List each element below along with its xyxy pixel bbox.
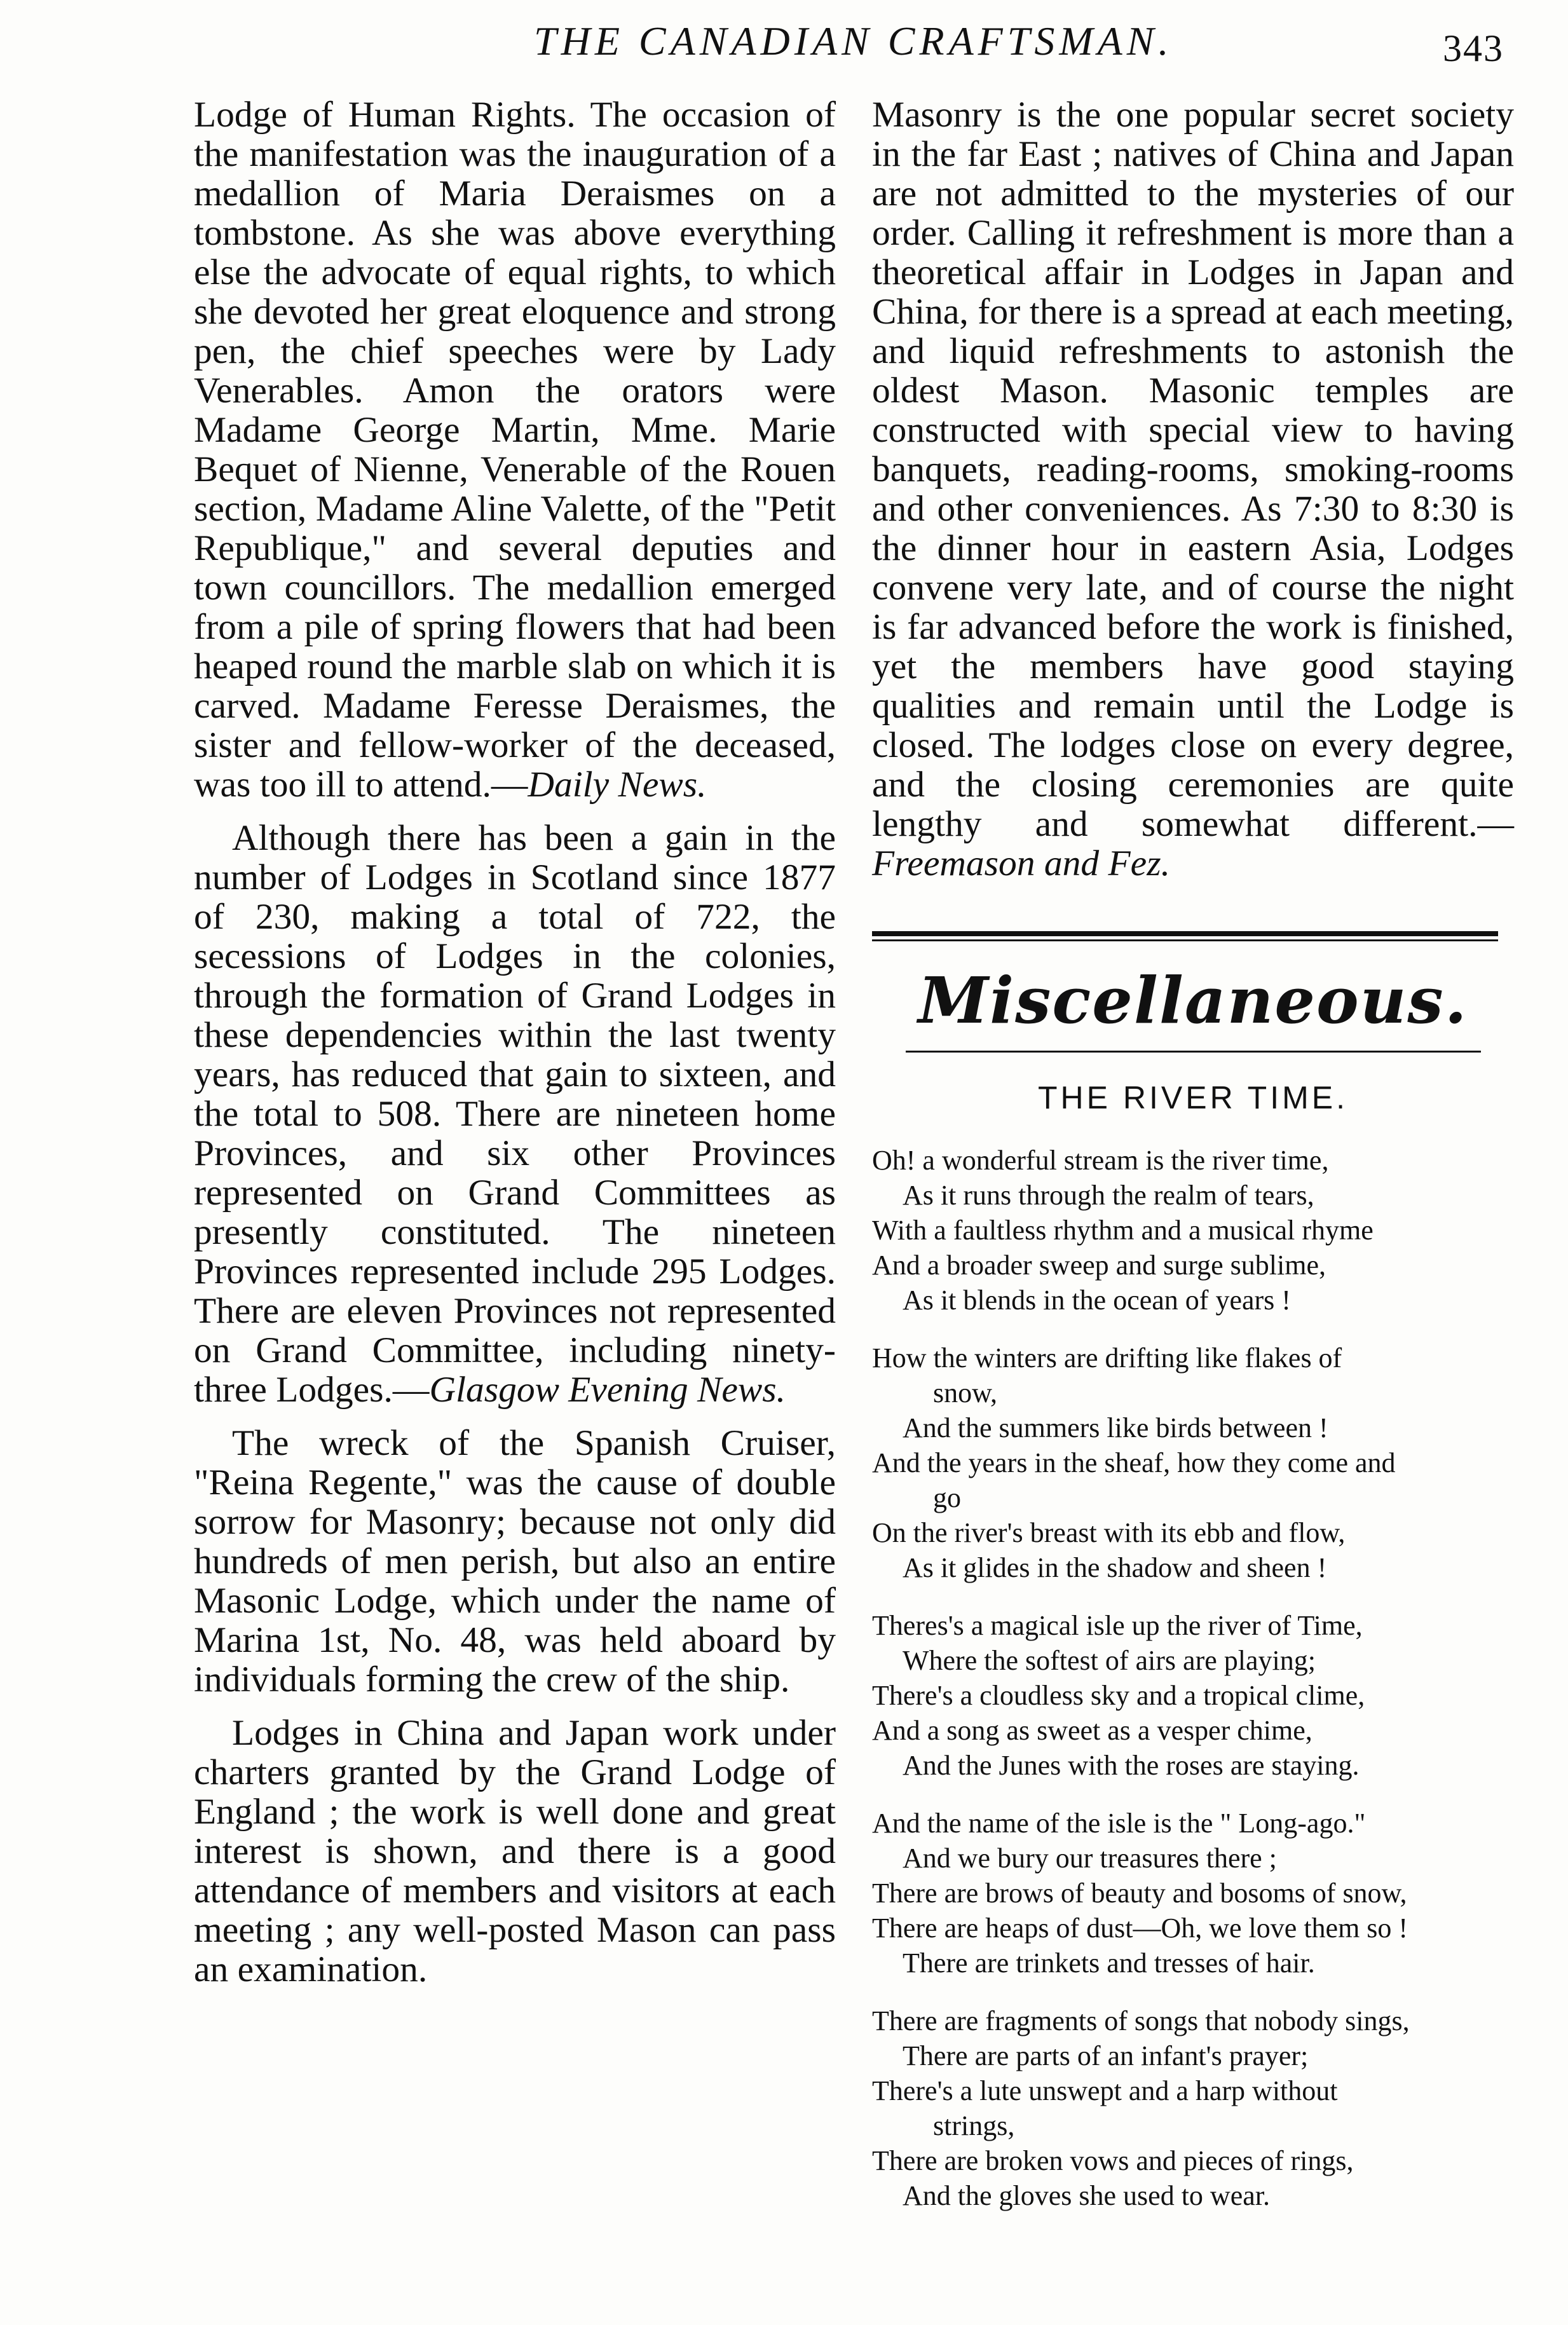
poem-title: THE RIVER TIME. bbox=[1037, 1080, 1348, 1115]
poem-line: There are broken vows and pieces of rings, bbox=[872, 2145, 1354, 2176]
poem-line: As it blends in the ocean of years ! bbox=[903, 1285, 1291, 1316]
left-column bbox=[194, 95, 836, 1989]
poem-stanza bbox=[872, 2003, 1514, 2213]
poem-line: There are parts of an infant's prayer; bbox=[903, 2040, 1309, 2071]
right-column bbox=[872, 95, 1514, 2236]
poem-line: And we bury our treasures there ; bbox=[903, 1843, 1277, 1874]
article-paragraph: Although there has been a gain in the number of Lodges in Scotland since 1877 of 230, making a total of 722, the secessions of Lodges in the colonies, through the formation of Grand Lodges in these dependencies within the last twenty years, has reduced that gain to sixteen, and the total to 508. There are nineteen home Provinces, and six other Provinces represented on Grand Committees as presently constituted. The nineteen Provinces represented include 295 Lodges. There are eleven Provinces not represented on Grand Committee, including ninety-three Lodges.—Glasgow Evening News. bbox=[194, 818, 836, 1410]
article-paragraph: Lodges in China and Japan work under charters granted by the Grand Lodge of England ; the work is well done and great interest is shown, and there is a good attendance of members and visitors at each meeting ; any well-posted Mason can pass an examination. bbox=[194, 1713, 836, 1989]
poem-line: Oh! a wonderful stream is the river time, bbox=[872, 1145, 1329, 1176]
page-number: 343 bbox=[1443, 27, 1504, 69]
section-divider bbox=[872, 931, 1498, 936]
poem-line: There are heaps of dust—Oh, we love them so ! bbox=[872, 1912, 1408, 1944]
poem-stanza bbox=[872, 1143, 1514, 1318]
poem-line: And the years in the sheaf, how they come and bbox=[872, 1447, 1396, 1478]
poem-line: And the name of the isle is the " Long-ago." bbox=[872, 1808, 1366, 1839]
poem-line: go bbox=[933, 1482, 961, 1513]
running-title: THE CANADIAN CRAFTSMAN. bbox=[534, 18, 1173, 64]
poem-line: And a broader sweep and surge sublime, bbox=[872, 1250, 1326, 1281]
poem-line: On the river's breast with its ebb and flow, bbox=[872, 1517, 1346, 1548]
poem-line: There are fragments of songs that nobody sings, bbox=[872, 2005, 1410, 2036]
section-divider-thin bbox=[872, 939, 1498, 941]
article-paragraph: Masonry is the one popular secret society in the far East ; natives of China and Japan are not admitted to the mysteries of our order. Calling it refreshment is more than a theoretical affair in Lodges in Japan and China, for there is a spread at each meeting, and liquid refreshments to astonish the oldest Mason. Masonic temples are constructed with special view to having banquets, reading-rooms, smoking-rooms and other conveniences. As 7:30 to 8:30 is the dinner hour in eastern Asia, Lodges convene very late, and of course the night is far advanced before the work is finished, yet the members have good staying qualities and remain until the Lodge is closed. The lodges close on every degree, and the closing ceremonies are quite lengthy and somewhat different.—Freemason and Fez. bbox=[872, 95, 1514, 883]
poem-line: With a faultless rhythm and a musical rhyme bbox=[872, 1215, 1374, 1246]
poem-line: As it glides in the shadow and sheen ! bbox=[903, 1552, 1327, 1583]
poem-stanza bbox=[872, 1340, 1514, 1585]
article-paragraph: Lodge of Human Rights. The occasion of the manifestation was the inauguration of a medallion of Maria Deraismes on a tombstone. As she was above everything else the advocate of equal rights, to which she devoted her great eloquence and strong pen, the chief speeches were by Lady Venerables. Amon the orators were Madame George Martin, Mme. Marie Bequet of Nienne, Venerable of the Rouen section, Madame Aline Valette, of the "Petit Republique," and several deputies and town councillors. The medallion emerged from a pile of spring flowers that had been heaped round the marble slab on which it is carved. Madame Feresse Deraismes, the sister and fellow-worker of the deceased, was too ill to attend.—Daily News. bbox=[194, 95, 836, 805]
poem-line: As it runs through the realm of tears, bbox=[903, 1180, 1314, 1211]
poem-stanza bbox=[872, 1806, 1514, 1981]
poem-line: snow, bbox=[933, 1377, 998, 1408]
poem-line: There's a lute unswept and a harp without bbox=[872, 2075, 1338, 2106]
poem-line: Where the softest of airs are playing; bbox=[903, 1645, 1316, 1676]
source-citation: Glasgow Evening News. bbox=[429, 1370, 786, 1410]
poem-line: How the winters are drifting like flakes of bbox=[872, 1342, 1342, 1374]
poem-line: There are brows of beauty and bosoms of snow, bbox=[872, 1878, 1407, 1909]
poem bbox=[872, 1143, 1514, 2213]
poem-line: There's a cloudless sky and a tropical clime, bbox=[872, 1680, 1365, 1711]
poem-line: strings, bbox=[933, 2110, 1015, 2141]
source-citation: Daily News. bbox=[528, 765, 707, 805]
poem-line: And a song as sweet as a vesper chime, bbox=[872, 1715, 1312, 1746]
source-citation: Freemason and Fez. bbox=[872, 843, 1170, 883]
poem-line: Theres's a magical isle up the river of Time, bbox=[872, 1610, 1363, 1641]
poem-line: And the gloves she used to wear. bbox=[903, 2180, 1270, 2211]
title-underline bbox=[906, 1051, 1481, 1053]
poem-line: And the summers like birds between ! bbox=[903, 1412, 1328, 1443]
section-title: Miscellaneous. bbox=[918, 963, 1468, 1038]
poem-line: There are trinkets and tresses of hair. bbox=[903, 1947, 1315, 1979]
poem-line: And the Junes with the roses are staying. bbox=[903, 1750, 1360, 1781]
page-header bbox=[0, 18, 1568, 75]
poem-stanza bbox=[872, 1608, 1514, 1783]
article-paragraph: The wreck of the Spanish Cruiser, "Reina Regente," was the cause of double sorrow for Masonry; because not only did hundreds of men perish, but also an entire Masonic Lodge, which under the name of Marina 1st, No. 48, was held aboard by individuals forming the crew of the ship. bbox=[194, 1423, 836, 1700]
